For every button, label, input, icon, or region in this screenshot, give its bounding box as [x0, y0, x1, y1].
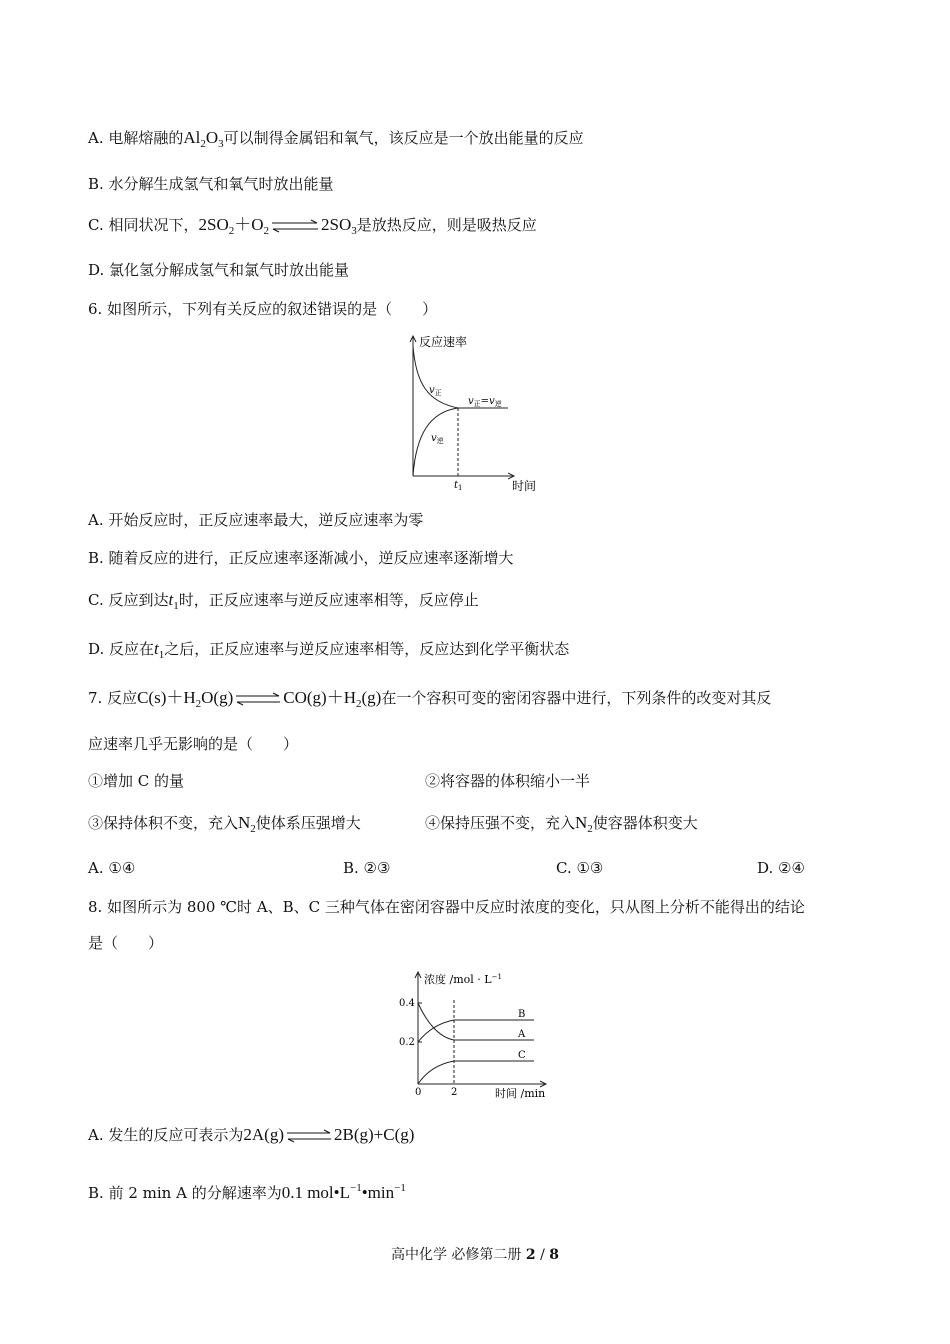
q6-option-d-text: D. 反应在 [88, 640, 155, 658]
q7-option-b: B. ②③ [343, 859, 391, 877]
q6-stem: 6. 如图所示，下列有关反应的叙述错误的是（ ） [88, 300, 438, 318]
q8-stem-line2: 是（ ） [88, 934, 164, 952]
q5-option-c [88, 215, 537, 241]
q8-equation [243, 1125, 414, 1144]
q7-stem-text-end: 在一个容积可变的密闭容器中进行，下列条件的改变对其反 [381, 689, 772, 707]
q6-option-d-text-end: 之后，正反应速率与逆反应速率相等，反应达到化学平衡状态 [164, 640, 570, 658]
q5-option-a-text: A. 电解熔融的 [88, 129, 184, 147]
equilibrium-label: $v_正=v_逆$ [468, 396, 502, 408]
eq-part: O(g) [201, 688, 234, 707]
q6-option-c-text: C. 反应到达 [88, 591, 169, 609]
q7-item-3 [88, 813, 361, 839]
q8-stem-line1: 8. 如图所示为 800 ℃时 A、B、C 三种气体在密闭容器中反应时浓度的变化，只从图上分析不能得出的结论 [88, 898, 805, 916]
t1-sub: 1 [158, 649, 165, 661]
formula-o: O [205, 128, 219, 147]
eq-part: C(s)＋H [137, 688, 196, 707]
q6-option-c [88, 590, 479, 616]
t1-sub: 1 [173, 600, 179, 612]
q6-option-a: A. 开始反应时，正反应速率最大，逆反应速率为零 [88, 511, 424, 529]
eq-sub: 3 [351, 225, 357, 237]
q5-option-d: D. 氯化氢分解成氢气和氯气时放出能量 [88, 261, 350, 279]
footer-title: 高中化学 必修第二册 [390, 1247, 522, 1263]
q5-option-c-text-end: 是放热反应，则是吸热反应 [356, 216, 537, 234]
series-label-b: B [518, 1009, 526, 1020]
al2o3-formula [183, 128, 224, 150]
q5-option-a [88, 128, 584, 154]
curve-c [418, 1061, 534, 1084]
reversible-arrow-icon [235, 692, 281, 706]
formula-al: Al [183, 128, 201, 147]
v-reverse-label: $v_逆$ [431, 433, 444, 445]
q7-item-4 [425, 813, 698, 839]
q7-stem-line2: 应速率几乎无影响的是（ ） [88, 735, 299, 753]
curve-a [418, 1003, 534, 1040]
so2-equation [198, 215, 357, 237]
q6-option-b: B. 随着反应的进行，正反应速率逐渐减小，逆反应速率逐渐增大 [88, 549, 514, 567]
q6-option-c-text-end: 时，正反应速率与逆反应速率相等，反应停止 [178, 591, 479, 609]
eq-part: (g) [361, 688, 382, 707]
n2-formula: N [575, 813, 588, 832]
y-tick-label: 0.2 [399, 1037, 415, 1048]
rate-value [282, 1183, 406, 1202]
q8-option-a-text: A. 发生的反应可表示为 [88, 1126, 244, 1144]
eq-part: 2SO [321, 215, 352, 234]
formula-sub: 3 [218, 138, 224, 150]
eq-sub: 2 [355, 698, 362, 710]
eq-part: 2A(g) [243, 1125, 284, 1144]
y-axis-label: 反应速率 [419, 335, 468, 349]
curve-b [418, 1020, 534, 1042]
reversible-arrow-icon [286, 1129, 332, 1143]
q8-option-b [88, 1178, 406, 1203]
x-tick-label: 2 [451, 1087, 458, 1098]
q6-rate-time-figure [400, 332, 550, 494]
v-forward-label: $v_正$ [429, 385, 442, 397]
eq-part: 2B(g)+C(g) [333, 1125, 415, 1144]
q7-option-d: D. ②④ [757, 859, 805, 877]
eq-sub: 2 [195, 698, 202, 710]
formula-sub: 2 [250, 823, 256, 835]
formula-sub: 2 [200, 138, 206, 150]
rate-number: 0.1 mol•L [281, 1183, 350, 1202]
q7-equation [137, 688, 382, 710]
q7-item-3-text-end: 使体系压强增大 [255, 814, 361, 832]
eq-sub: 2 [228, 225, 235, 237]
y-axis-label: 浓度 $/mol \cdot L^{-1}$ [424, 973, 502, 986]
x-tick-label: 0 [415, 1087, 422, 1098]
eq-sub: 2 [263, 225, 269, 237]
rate-sup: −1 [394, 1182, 406, 1194]
x-axis-label: 时间 /min [495, 1087, 546, 1100]
reversible-arrow-icon [271, 219, 319, 233]
q5-option-c-text: C. 相同状况下， [88, 216, 199, 234]
q7-stem-text: 7. 反应 [88, 689, 138, 707]
eq-part: CO(g)＋H [283, 688, 356, 707]
t1-variable: t [154, 639, 159, 658]
rate-sup: −1 [350, 1182, 362, 1194]
rate-unit: •min [361, 1183, 395, 1202]
q7-item-4-text-end: 使容器体积变大 [592, 814, 698, 832]
q5-option-a-text-end: 可以制得金属铝和氧气，该反应是一个放出能量的反应 [223, 129, 584, 147]
footer-page-number: 2 [525, 1247, 536, 1263]
footer-separator: / [535, 1247, 550, 1263]
q8-concentration-figure [396, 966, 556, 1102]
q8-option-a [88, 1125, 414, 1145]
q8-option-b-text: B. 前 2 min A 的分解速率为 [88, 1184, 282, 1202]
footer-total-pages: 8 [549, 1247, 560, 1263]
eq-part: 2SO [198, 215, 229, 234]
eq-part: ＋O [234, 215, 264, 234]
q7-item-2: ②将容器的体积缩小一半 [425, 772, 591, 790]
y-tick-label: 0.4 [399, 998, 415, 1009]
q7-option-c: C. ①③ [556, 859, 604, 877]
q7-item-3-text: ③保持体积不变，充入 [88, 814, 239, 832]
formula-sub: 2 [587, 823, 593, 835]
page-footer [0, 1244, 950, 1264]
q7-item-1: ①增加 C 的量 [88, 772, 185, 790]
x-axis-label: 时间 [512, 479, 537, 493]
q7-stem-line1 [88, 688, 771, 714]
t1-label: $t_1$ [454, 480, 463, 492]
q7-option-a: A. ①④ [88, 859, 136, 877]
q7-item-4-text: ④保持压强不变，充入 [425, 814, 576, 832]
t1-variable: t [168, 590, 174, 609]
n2-formula: N [238, 813, 251, 832]
q6-option-d [88, 639, 569, 665]
series-label-a: A [518, 1029, 526, 1040]
series-label-c: C [518, 1050, 526, 1061]
q5-option-b: B. 水分解生成氢气和氧气时放出能量 [88, 175, 334, 193]
